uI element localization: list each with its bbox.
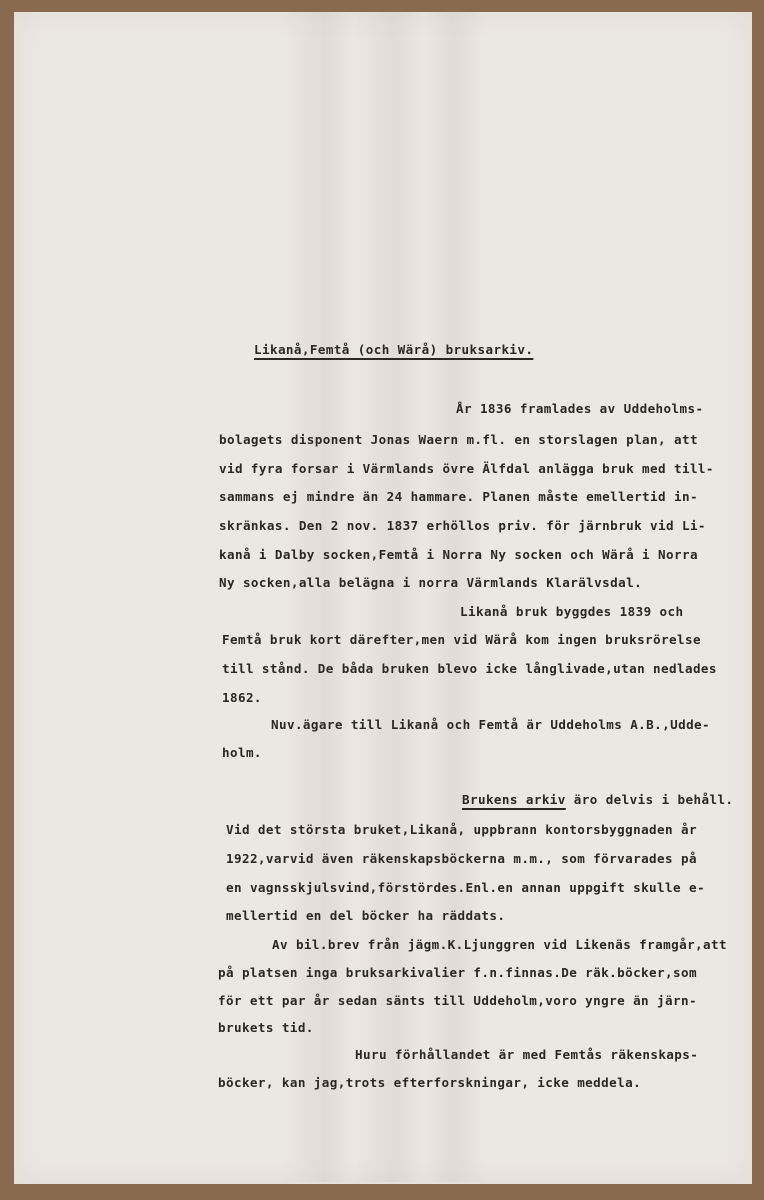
text-line-20: på platsen inga bruksarkivalier f.n.finnas.De räk.böcker,som xyxy=(218,965,697,980)
text-line-3: vid fyra forsar i Värmlands övre Älfdal anlägga bruk med till- xyxy=(219,461,714,476)
text-line-15: Vid det största bruket,Likanå, uppbrann kontorsbyggnaden år xyxy=(226,822,697,837)
text-line-4: sammans ej mindre än 24 hammare. Planen måste emellertid in- xyxy=(219,489,698,504)
text-line-22: brukets tid. xyxy=(218,1020,314,1035)
text-line-23: Huru förhållandet är med Femtås räkenskaps- xyxy=(355,1047,699,1062)
text-line-11: 1862. xyxy=(222,690,262,705)
text-line-8: Likanå bruk byggdes 1839 och xyxy=(460,604,684,619)
text-line-13: holm. xyxy=(222,745,262,760)
text-line-1: År 1836 framlades av Uddeholms- xyxy=(456,401,704,416)
text-line-9: Femtå bruk kort därefter,men vid Wärå kom ingen bruksrörelse xyxy=(222,632,701,647)
text-line-7: Ny socken,alla belägna i norra Värmlands Klarälvsdal. xyxy=(219,575,643,590)
text-line-5: skränkas. Den 2 nov. 1837 erhöllos priv. för järnbruk vid Li- xyxy=(219,518,706,533)
document-page xyxy=(14,12,752,1184)
text-line-12: Nuv.ägare till Likanå och Femtå är Uddeholms A.B.,Udde- xyxy=(271,717,711,732)
text-line-17: en vagnsskjulsvind,förstördes.Enl.en annan uppgift skulle e- xyxy=(226,880,705,895)
text-line-6: kanå i Dalby socken,Femtå i Norra Ny socken och Wärå i Norra xyxy=(219,547,698,562)
archive-heading-rest: äro delvis i behåll. xyxy=(573,792,734,807)
document-title: Likanå,Femtå (och Wärå) bruksarkiv. xyxy=(254,342,534,357)
archive-heading: Brukens arkiv xyxy=(462,792,566,807)
text-line-16: 1922,varvid även räkenskapsböckerna m.m., som förvarades på xyxy=(226,851,697,866)
text-line-21: för ett par år sedan sänts till Uddeholm,voro yngre än järn- xyxy=(218,993,697,1008)
text-line-24: böcker, kan jag,trots efterforskningar, icke meddela. xyxy=(218,1075,642,1090)
text-line-10: till stånd. De båda bruken blevo icke långlivade,utan nedlades xyxy=(222,661,717,676)
text-line-2: bolagets disponent Jonas Waern m.fl. en storslagen plan, att xyxy=(219,432,698,447)
text-line-14 xyxy=(462,785,733,814)
text-line-18: mellertid en del böcker ha räddats. xyxy=(226,908,506,923)
text-line-19: Av bil.brev från jägm.K.Ljunggren vid Likenäs framgår,att xyxy=(272,937,727,952)
